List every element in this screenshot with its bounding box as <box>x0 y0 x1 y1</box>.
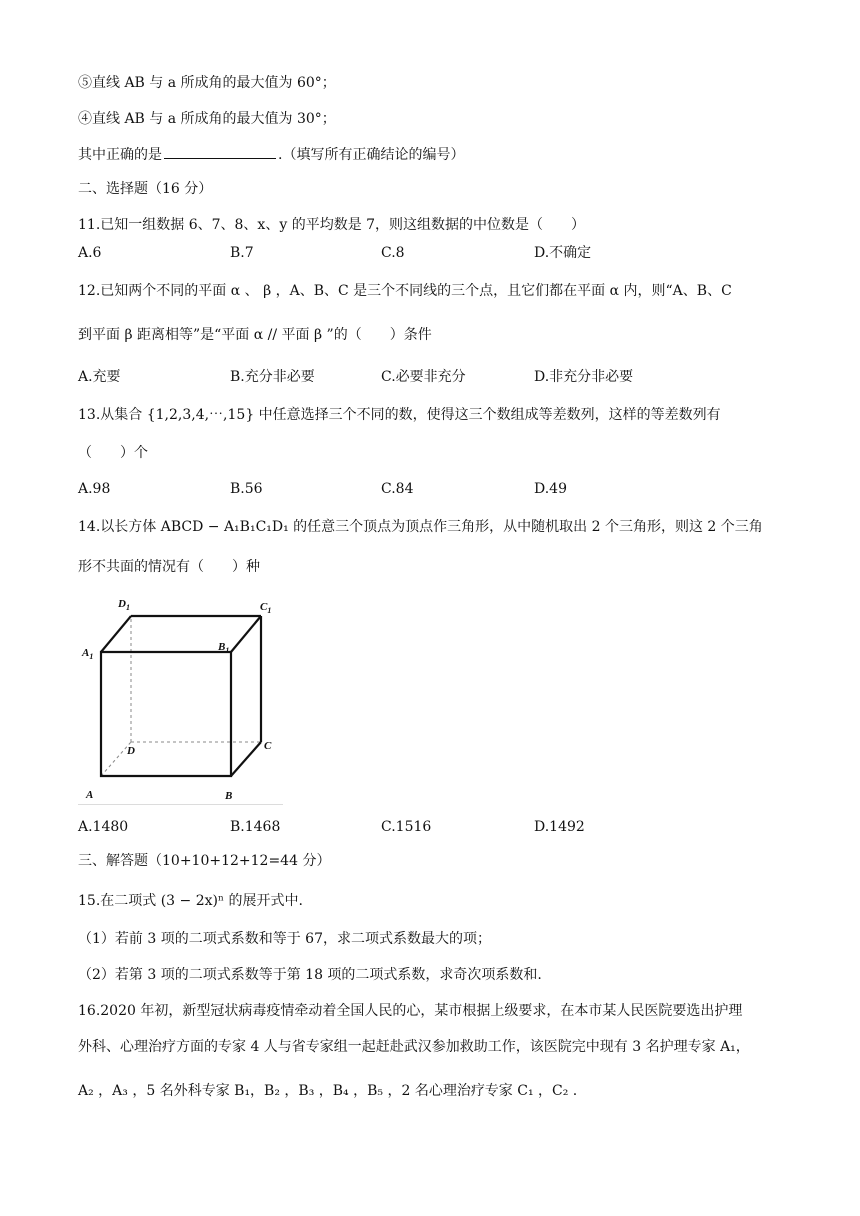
q11-option-b[interactable]: B.7 <box>230 245 254 261</box>
edge-A1D1 <box>101 616 131 652</box>
q11-option-d[interactable]: D.不确定 <box>534 245 592 261</box>
question-16-line2: 外科、心理治疗方面的专家 4 人与省专家组一起赶赴武汉参加救助工作，该医院完中现有 3 名护理专家 A₁， <box>78 1039 750 1055</box>
question-12-line1: 12.已知两个不同的平面 α 、 β ，A、B、C 是三个不同线的三个点，且它们都在平面 α 内，则“A、B、C <box>78 283 732 299</box>
q13-option-a[interactable]: A.98 <box>78 481 111 497</box>
label-D: D <box>127 745 135 757</box>
cuboid-diagram <box>78 592 283 804</box>
q14-option-b[interactable]: B.1468 <box>230 819 281 835</box>
q14-option-d[interactable]: D.1492 <box>534 819 585 835</box>
answer-prompt <box>78 146 464 164</box>
question-15-part1: （1）若前 3 项的二项式系数和等于 67，求二项式系数最大的项； <box>78 931 491 947</box>
section-heading-solution: 三、解答题（10+10+12+12=44 分） <box>78 853 331 869</box>
q13-option-d[interactable]: D.49 <box>534 481 567 497</box>
label-C1: $C_1$ <box>260 601 272 615</box>
question-14-line2: 形不共面的情况有（ ）种 <box>78 559 260 575</box>
question-13-line2: （ ）个 <box>78 445 148 461</box>
figure-baseline <box>78 804 283 805</box>
question-13-line1: 13.从集合 {1,2,3,4,⋯,15} 中任意选择三个不同的数，使得这三个数组成等差数列，这样的等差数列有 <box>78 407 721 423</box>
q12-option-d[interactable]: D.非充分非必要 <box>534 369 634 385</box>
q14-option-a[interactable]: A.1480 <box>78 819 129 835</box>
statement-5: ⑤直线 AB 与 a 所成角的最大值为 60°； <box>78 75 336 91</box>
q12-option-c[interactable]: C.必要非充分 <box>381 369 466 385</box>
question-12-line2: 到平面 β 距离相等”是“平面 α // 平面 β ”的（ ）条件 <box>78 327 432 343</box>
q12-option-a[interactable]: A.充要 <box>78 369 121 385</box>
answer-prompt-tail: .（填写所有正确结论的编号） <box>278 147 465 163</box>
label-B1: $B_1$ <box>218 641 230 655</box>
question-16-line1: 16.2020 年初，新型冠状病毒疫情牵动着全国人民的心，某市根据上级要求，在本市某人民医院要选出护理 <box>78 1003 743 1019</box>
cuboid-figure <box>78 592 283 804</box>
statement-4: ④直线 AB 与 a 所成角的最大值为 30°； <box>78 111 336 127</box>
label-A1: $A_1$ <box>82 647 94 661</box>
question-15-part2: （2）若第 3 项的二项式系数等于第 18 项的二项式系数，求奇次项系数和. <box>78 967 542 983</box>
label-D1: $D_1$ <box>118 598 130 612</box>
q13-option-b[interactable]: B.56 <box>230 481 263 497</box>
label-C: C <box>264 740 272 752</box>
q13-option-c[interactable]: C.84 <box>381 481 414 497</box>
label-A: A <box>86 789 94 801</box>
label-B: B <box>225 790 233 802</box>
edge-BC <box>231 742 261 776</box>
edge-B1C1 <box>231 616 261 652</box>
answer-prompt-lead: 其中正确的是 <box>78 147 162 163</box>
front-face <box>101 652 231 776</box>
q11-option-c[interactable]: C.8 <box>381 245 405 261</box>
q14-option-c[interactable]: C.1516 <box>381 819 432 835</box>
question-14-line1: 14.以长方体 ABCD − A₁B₁C₁D₁ 的任意三个顶点为顶点作三角形，从中随机取出 2 个三角形，则这 2 个三角 <box>78 519 763 535</box>
answer-blank[interactable] <box>164 146 276 159</box>
question-11: 11.已知一组数据 6、7、8、x、y 的平均数是 7，则这组数据的中位数是（ ） <box>78 217 586 233</box>
section-heading-choice: 二、选择题（16 分） <box>78 181 213 197</box>
q11-option-a[interactable]: A.6 <box>78 245 102 261</box>
question-16-line3: A₂ ，A₃ ，5 名外科专家 B₁，B₂ ，B₃ ，B₄ ，B₅ ，2 名心理治疗专家 C₁ ，C₂ . <box>78 1083 578 1099</box>
q12-option-b[interactable]: B.充分非必要 <box>230 369 315 385</box>
question-15: 15.在二项式 (3 − 2x)ⁿ 的展开式中. <box>78 893 303 909</box>
